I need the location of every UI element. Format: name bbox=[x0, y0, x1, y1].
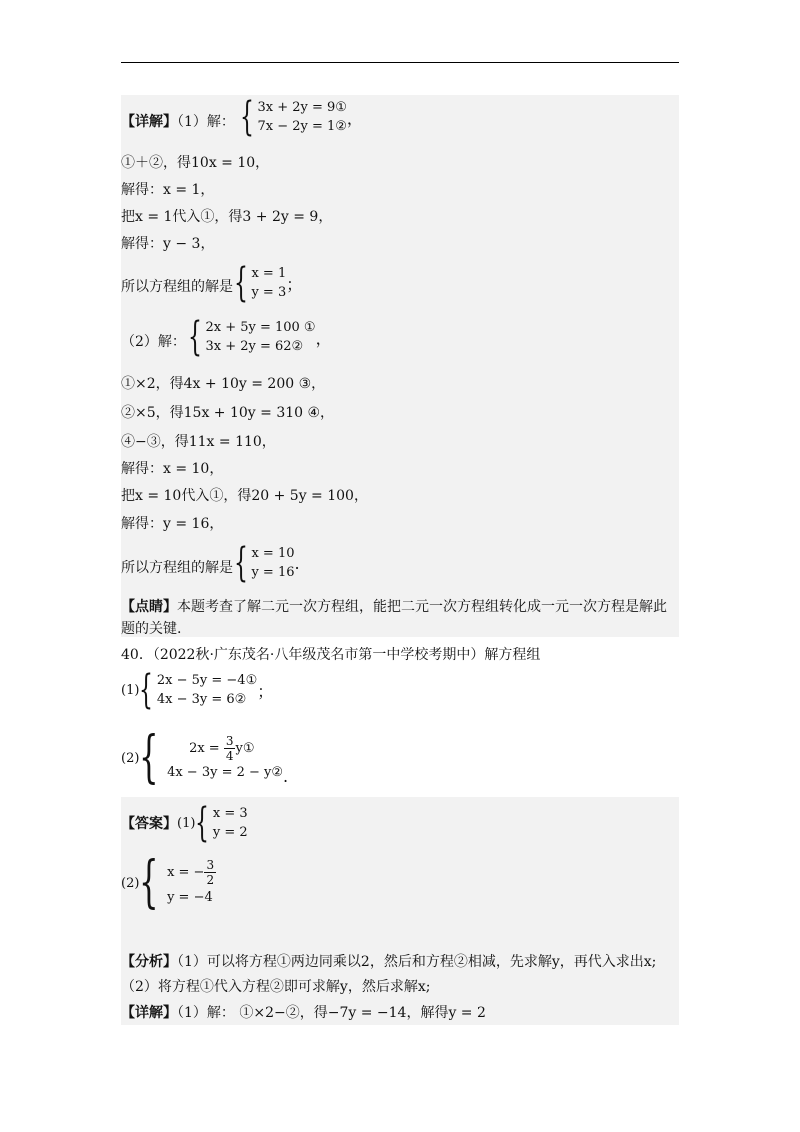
part1-step-1: ①＋②，得10x = 10， bbox=[121, 155, 270, 171]
header-rule bbox=[121, 62, 679, 63]
part1-step-4: 解得：y − 3， bbox=[121, 236, 215, 252]
part1-solution-system: { x = 1 y = 3 ； bbox=[234, 260, 303, 306]
part1-eq2: 7x − 2y = 1② bbox=[257, 119, 347, 134]
problem-40-header: 40．（2022秋·广东茂名·八年级茂名市第一中学校考期中）解方程组 bbox=[121, 647, 541, 663]
part2-solution-system: { x = 10 y = 16 . bbox=[234, 540, 300, 586]
part1-solution: 所以方程组的解是 bbox=[121, 279, 233, 295]
comment-line-1: 【点睛】本题考查了解二元一次方程组，能把二元一次方程组转化成一元一次方程是解此 bbox=[121, 599, 667, 615]
comment-line-2: 题的关键. bbox=[121, 621, 182, 637]
part2-step-4: 解得：x = 10， bbox=[121, 461, 224, 477]
part2-step-5: 把x = 10代入①，得20 + 5y = 100， bbox=[121, 488, 368, 504]
problem-40-q1: (1) { 2x − 5y = −4① 4x − 3y = 6② ； bbox=[121, 667, 274, 713]
part1-eq1: 3x + 2y = 9① bbox=[257, 100, 347, 115]
part2-step-6: 解得：y = 16， bbox=[121, 516, 224, 532]
detail-2-line: 【详解】（1）解： ①×2−②，得−7y = −14，解得y = 2 bbox=[121, 1005, 486, 1021]
solution-shade-1 bbox=[121, 95, 679, 637]
part1-step-2: 解得：x = 1， bbox=[121, 182, 215, 198]
analysis-line-1: 【分析】（1）可以将方程①两边同乘以2，然后和方程②相减，先求解y，再代入求出x; bbox=[121, 954, 657, 970]
analysis-line-2: （2）将方程①代入方程②即可求解y，然后求解x; bbox=[121, 979, 431, 995]
part2-step-3: ④−③，得11x = 110， bbox=[121, 434, 276, 450]
part1-intro: 【详解】（1）解： bbox=[121, 114, 235, 130]
answer-1: 【答案】 (1) { x = 3 y = 2 bbox=[121, 800, 248, 846]
part1-step-3: 把x = 1代入①，得3 + 2y = 9， bbox=[121, 209, 333, 225]
part2-solution: 所以方程组的解是 bbox=[121, 560, 233, 576]
part1-system: { 3x + 2y = 9① 7x − 2y = 1② ， bbox=[240, 94, 363, 140]
part2-system: { 2x + 5y = 100 ① 3x + 2y = 62② ， bbox=[188, 314, 332, 360]
answer-2: (2) { x = − $\frac{3}{2}$ y = −4 bbox=[121, 850, 215, 915]
part2-intro: （2）解： bbox=[121, 334, 186, 350]
problem-40-q2: (2) { 2x = $\frac{3}{4}$ y① 4x − 3y = 2 − y② . bbox=[121, 725, 289, 790]
part2-step-2: ②×5，得15x + 10y = 310 ④， bbox=[121, 405, 335, 421]
part2-step-1: ①×2，得4x + 10y = 200 ③， bbox=[121, 376, 326, 392]
